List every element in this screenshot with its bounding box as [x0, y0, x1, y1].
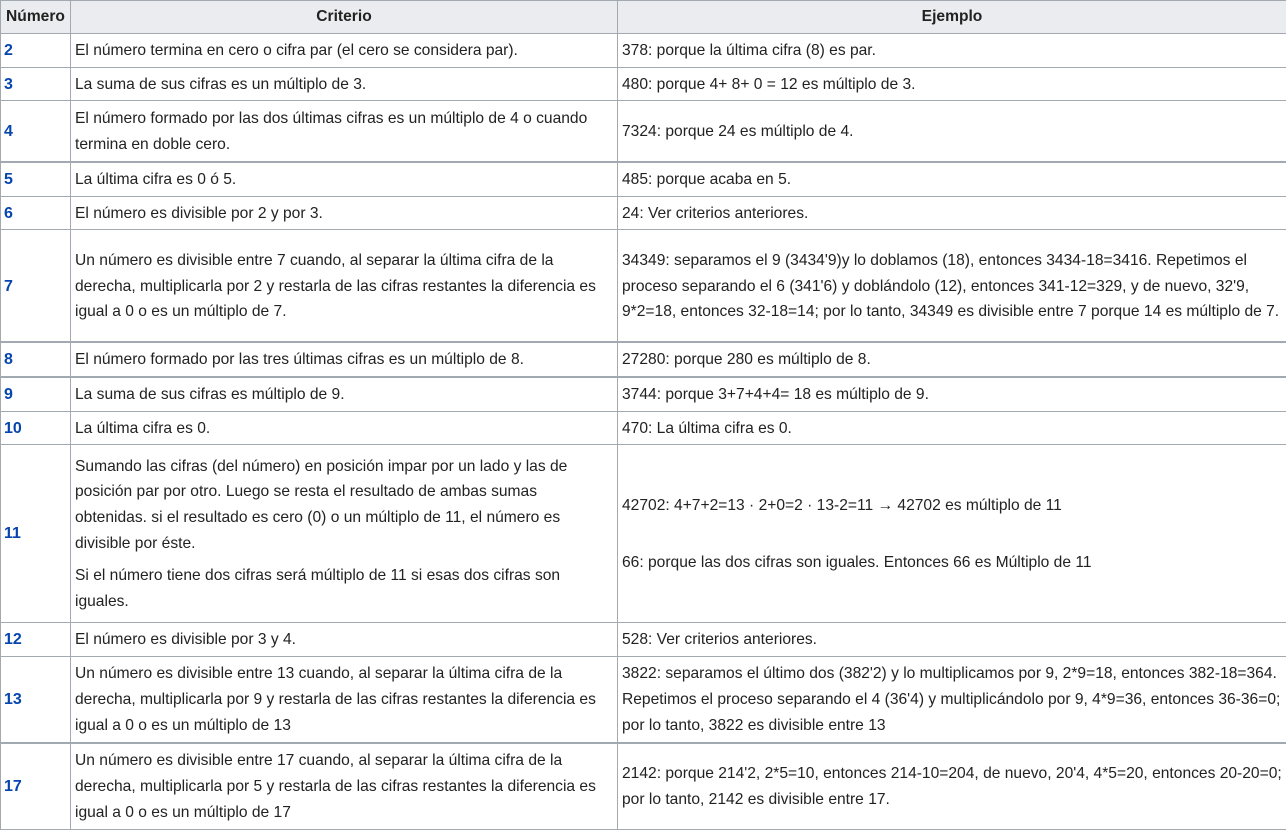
table-row	[1, 445, 1286, 623]
row-number-link[interactable]: 9	[1, 377, 71, 411]
criterio-cell: La suma de sus cifras es un múltiplo de 3.	[71, 67, 618, 101]
row-number-link[interactable]: 10	[1, 411, 71, 445]
table-row	[1, 67, 1286, 101]
row-number-link[interactable]: 2	[1, 34, 71, 68]
ejemplo-paragraph: 66: porque las dos cifras son iguales. Entonces 66 es Múltiplo de 11	[622, 550, 1282, 576]
table-row	[1, 411, 1286, 445]
ejemplo-cell: 3744: porque 3+7+4+4= 18 es múltiplo de 9.	[618, 377, 1286, 411]
criterio-paragraph: Si el número tiene dos cifras será múltiplo de 11 si esas dos cifras son iguales.	[75, 563, 613, 614]
criterio-cell: El número termina en cero o cifra par (el cero se considera par).	[71, 34, 618, 68]
table-row	[1, 342, 1286, 377]
table-row	[1, 623, 1286, 657]
ejemplo-cell: 34349: separamos el 9 (3434'9)y lo doblamos (18), entonces 3434-18=3416. Repetimos el proceso separando el 6 (341'6) y doblándolo (12), entonces 341-12=329, y de nuevo, 32'9, 9*2=18, entonces 32-18=14; por lo tanto, 34349 es divisible entre 7 porque 14 es múltiplo de 7.	[618, 230, 1286, 343]
row-number-link[interactable]: 6	[1, 196, 71, 230]
row-number-link[interactable]: 17	[1, 743, 71, 830]
table-row	[1, 377, 1286, 411]
criterio-cell: Un número es divisible entre 7 cuando, al separar la última cifra de la derecha, multiplicarla por 2 y restarla de las cifras restantes la diferencia es igual a 0 o es un múltiplo de 7.	[71, 230, 618, 343]
table-header-row	[1, 1, 1286, 34]
criterio-cell: El número es divisible por 2 y por 3.	[71, 196, 618, 230]
ejemplo-cell	[618, 445, 1286, 623]
ejemplo-cell: 24: Ver criterios anteriores.	[618, 196, 1286, 230]
ejemplo-cell: 27280: porque 280 es múltiplo de 8.	[618, 342, 1286, 377]
criterio-cell: La última cifra es 0 ó 5.	[71, 162, 618, 196]
row-number-link[interactable]: 3	[1, 67, 71, 101]
row-number-link[interactable]: 7	[1, 230, 71, 343]
ejemplo-cell: 3822: separamos el último dos (382'2) y lo multiplicamos por 9, 2*9=18, entonces 382-18=364. Repetimos el proceso separando el 4 (36'4) y multiplicándolo por 9, 4*9=36, entonces 36-36=0; por lo tanto, 3822 es divisible entre 13	[618, 656, 1286, 743]
column-header-criterio[interactable]: Criterio	[71, 1, 618, 34]
ejemplo-cell: 7324: porque 24 es múltiplo de 4.	[618, 101, 1286, 163]
criterio-cell: Un número es divisible entre 13 cuando, al separar la última cifra de la derecha, multiplicarla por 9 y restarla de las cifras restantes la diferencia es igual a 0 o es un múltiplo de 13	[71, 656, 618, 743]
column-header-ejemplo[interactable]: Ejemplo	[618, 1, 1286, 34]
ejemplo-cell: 480: porque 4+ 8+ 0 = 12 es múltiplo de 3.	[618, 67, 1286, 101]
ejemplo-cell: 378: porque la última cifra (8) es par.	[618, 34, 1286, 68]
ejemplo-cell: 2142: porque 214'2, 2*5=10, entonces 214-10=204, de nuevo, 20'4, 4*5=20, entonces 20-20=0; por lo tanto, 2142 es divisible entre 17.	[618, 743, 1286, 830]
table-row	[1, 162, 1286, 196]
criterio-cell: El número formado por las tres últimas cifras es un múltiplo de 8.	[71, 342, 618, 377]
criterio-cell: El número es divisible por 3 y 4.	[71, 623, 618, 657]
criterio-cell: La suma de sus cifras es múltiplo de 9.	[71, 377, 618, 411]
row-number-link[interactable]: 13	[1, 656, 71, 743]
ejemplo-cell: 528: Ver criterios anteriores.	[618, 623, 1286, 657]
row-number-link[interactable]: 12	[1, 623, 71, 657]
criterio-cell: El número formado por las dos últimas cifras es un múltiplo de 4 o cuando termina en doble cero.	[71, 101, 618, 163]
criterio-paragraph: Sumando las cifras (del número) en posición impar por un lado y las de posición par por otro. Luego se resta el resultado de ambas sumas obtenidas. si el resultado es cero (0) o un múltiplo de 11, el número es divisible por éste.	[75, 454, 613, 556]
row-number-link[interactable]: 4	[1, 101, 71, 163]
criterio-cell: La última cifra es 0.	[71, 411, 618, 445]
table-row	[1, 656, 1286, 743]
ejemplo-cell: 485: porque acaba en 5.	[618, 162, 1286, 196]
ejemplo-paragraph: 42702: 4+7+2=13 · 2+0=2 · 13-2=11 → 42702 es múltiplo de 11	[622, 493, 1282, 519]
row-number-link[interactable]: 8	[1, 342, 71, 377]
table-row	[1, 196, 1286, 230]
criterio-cell	[71, 445, 618, 623]
table-row	[1, 230, 1286, 343]
row-number-link[interactable]: 5	[1, 162, 71, 196]
ejemplo-cell: 470: La última cifra es 0.	[618, 411, 1286, 445]
row-number-link[interactable]: 11	[1, 445, 71, 623]
table-row	[1, 101, 1286, 163]
table-row	[1, 34, 1286, 68]
column-header-numero[interactable]: Número	[1, 1, 71, 34]
table-row	[1, 743, 1286, 830]
criterio-cell: Un número es divisible entre 17 cuando, al separar la última cifra de la derecha, multiplicarla por 5 y restarla de las cifras restantes la diferencia es igual a 0 o es un múltiplo de 17	[71, 743, 618, 830]
